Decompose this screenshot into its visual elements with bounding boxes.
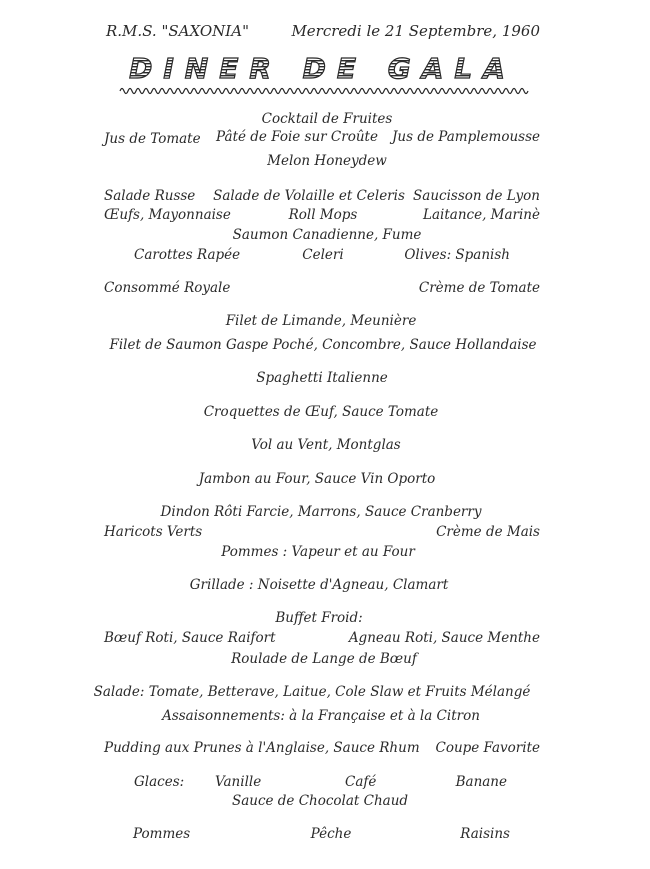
menu-item: Salade de Volaille et Celeris <box>213 188 405 204</box>
menu-item: Jus de Pamplemousse <box>392 129 540 145</box>
menu-item: Grillade : Noisette d'Agneau, Clamart <box>189 577 449 593</box>
menu-item: Pudding aux Prunes à l'Anglaise, Sauce Rhum <box>104 740 420 756</box>
menu-item: Saumon Canadienne, Fume <box>232 227 422 243</box>
menu-item: Haricots Verts <box>104 524 203 540</box>
menu-item: Roulade de Lange de Bœuf <box>231 651 417 667</box>
menu-item: Spaghetti Italienne <box>256 370 388 386</box>
ship-name: R.M.S. "SAXONIA" <box>106 22 249 40</box>
menu-item: Croquettes de Œuf, Sauce Tomate <box>203 404 439 420</box>
menu-item: Dindon Rôti Farcie, Marrons, Sauce Cranberry <box>160 504 482 520</box>
menu-item: Bœuf Roti, Sauce Raifort <box>104 630 276 646</box>
menu-title <box>125 54 520 84</box>
menu-item: Œufs, Mayonnaise <box>104 207 231 223</box>
menu-item: Melon Honeydew <box>267 153 387 169</box>
menu-item: Salade: Tomate, Betterave, Laitue, Cole Slaw et Fruits Mélangé <box>93 684 531 700</box>
menu-item: Assaisonnements: à la Française et à la Citron <box>162 708 480 724</box>
menu-item: Café <box>345 774 377 790</box>
menu-item: Carottes Rapée <box>134 247 241 263</box>
menu-item: Raisins <box>460 826 510 842</box>
menu-item: Salade Russe <box>104 188 196 204</box>
menu-date: Mercredi le 21 Septembre, 1960 <box>291 22 540 40</box>
menu-item: Filet de Saumon Gaspe Poché, Concombre, Sauce Hollandaise <box>109 337 537 353</box>
title-flourish <box>118 85 530 97</box>
menu-section-title: Buffet Froid: <box>275 610 363 626</box>
menu-item: Pâté de Foie sur Croûte <box>216 129 378 145</box>
menu-item: Laitance, Marinè <box>423 207 540 223</box>
menu-item: Consommé Royale <box>104 280 231 296</box>
menu-item: Roll Mops <box>288 207 358 223</box>
menu-item: Pommes <box>133 826 191 842</box>
menu-item: Pommes : Vapeur et au Four <box>221 544 415 560</box>
menu-item: Banane <box>455 774 507 790</box>
menu-item: Cocktail de Fruites <box>261 111 393 127</box>
menu-item: Olives: Spanish <box>404 247 510 263</box>
menu-item-label: Glaces: <box>134 774 185 790</box>
menu-item: Vol au Vent, Montglas <box>251 437 401 453</box>
menu-item: Sauce de Chocolat Chaud <box>231 793 409 809</box>
menu-title-text: DINER DE GALA <box>129 54 516 84</box>
menu-item: Saucisson de Lyon <box>413 188 540 204</box>
menu-item: Filet de Limande, Meunière <box>225 313 417 329</box>
menu-item: Jambon au Four, Sauce Vin Oporto <box>198 471 436 487</box>
menu-item: Coupe Favorite <box>435 740 540 756</box>
menu-item: Agneau Roti, Sauce Menthe <box>348 630 540 646</box>
menu-item: Crème de Tomate <box>418 280 540 296</box>
menu-item: Celeri <box>302 247 344 263</box>
menu-item: Crème de Mais <box>436 524 540 540</box>
menu-item: Vanille <box>215 774 262 790</box>
menu-item: Jus de Tomate <box>104 131 201 147</box>
menu-item: Pêche <box>310 826 352 842</box>
